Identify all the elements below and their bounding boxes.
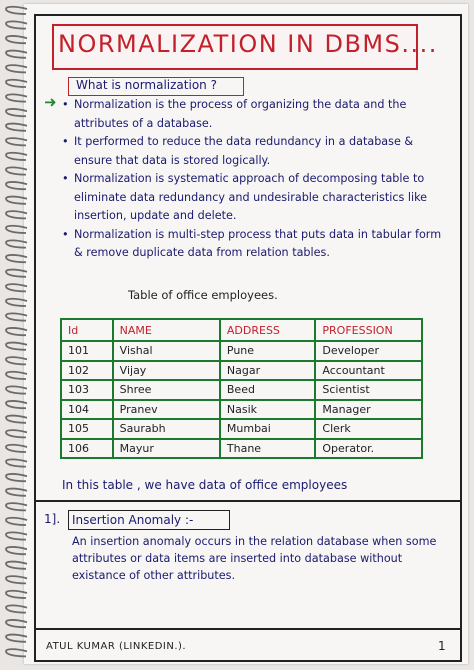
page-title: NORMALIZATION IN DBMS.... — [58, 30, 438, 58]
spiral-ring — [6, 80, 27, 87]
bullet-item: • Normalization is systematic approach of decomposing table to eliminate data redundancy and undesirable characteristics like insertion, update and delete. — [60, 170, 450, 226]
spiral-ring — [6, 197, 27, 204]
spiral-ring — [6, 109, 27, 116]
spiral-ring — [6, 357, 27, 364]
spiral-ring — [6, 605, 27, 612]
spiral-ring — [6, 416, 27, 423]
table-row — [61, 380, 422, 400]
table-caption: Table of office employees. — [128, 288, 278, 302]
spiral-ring — [6, 649, 27, 656]
footer-divider — [34, 628, 462, 630]
bullet-item: • It performed to reduce the data redundancy in a database & ensure that data is stored logically. — [60, 133, 450, 170]
spiral-ring — [6, 51, 27, 58]
spiral-binding-icon — [0, 0, 30, 670]
cell-address: Nasik — [220, 400, 316, 420]
cell-address: Thane — [220, 439, 316, 459]
cell-name: Vishal — [113, 341, 220, 361]
section-divider — [34, 500, 462, 502]
spiral-ring — [6, 7, 27, 14]
bullet-list — [60, 96, 450, 263]
cell-name: Shree — [113, 380, 220, 400]
spiral-ring — [6, 270, 27, 277]
cell-profession: Scientist — [315, 380, 422, 400]
cell-id: 103 — [61, 380, 113, 400]
bullet-item: • Normalization is multi-step process that puts data in tabular form & remove duplicate data from relation tables. — [60, 226, 450, 263]
spiral-ring — [6, 211, 27, 218]
spiral-ring — [6, 372, 27, 379]
table-header-row — [61, 319, 422, 341]
spiral-ring — [6, 474, 27, 481]
column-header-id: Id — [61, 319, 113, 341]
spiral-ring — [6, 532, 27, 539]
spiral-ring — [6, 591, 27, 598]
column-header-name: NAME — [113, 319, 220, 341]
question-heading: What is normalization ? — [76, 78, 217, 92]
cell-profession: Accountant — [315, 361, 422, 381]
cell-id: 101 — [61, 341, 113, 361]
bullet-item: • Normalization is the process of organizing the data and the attributes of a database. — [60, 96, 450, 133]
table-row — [61, 341, 422, 361]
spiral-ring — [6, 284, 27, 291]
table-row — [61, 439, 422, 459]
cell-address: Nagar — [220, 361, 316, 381]
spiral-ring — [6, 386, 27, 393]
cell-profession: Operator. — [315, 439, 422, 459]
cell-name: Pranev — [113, 400, 220, 420]
arrow-icon: ➜ — [44, 93, 57, 111]
section-number: 1]. — [44, 512, 61, 526]
column-header-address: ADDRESS — [220, 319, 316, 341]
column-header-profession: PROFESSION — [315, 319, 422, 341]
spiral-ring — [6, 240, 27, 247]
spiral-ring — [6, 182, 27, 189]
cell-name: Mayur — [113, 439, 220, 459]
cell-profession: Clerk — [315, 419, 422, 439]
spiral-ring — [6, 518, 27, 525]
employee-table — [60, 318, 423, 459]
spiral-ring — [6, 36, 27, 43]
cell-id: 106 — [61, 439, 113, 459]
section-body: An insertion anomaly occurs in the relation database when some attributes or data items are inserted into database without existance of other attributes. — [72, 535, 437, 582]
spiral-ring — [6, 124, 27, 131]
cell-id: 105 — [61, 419, 113, 439]
spiral-ring — [6, 562, 27, 569]
spiral-ring — [6, 620, 27, 627]
spiral-ring — [6, 503, 27, 510]
spiral-ring — [6, 635, 27, 642]
spiral-ring — [6, 445, 27, 452]
cell-address: Pune — [220, 341, 316, 361]
spiral-ring — [6, 313, 27, 320]
spiral-ring — [6, 489, 27, 496]
table-note: In this table , we have data of office employees — [62, 478, 348, 492]
table-row — [61, 419, 422, 439]
spiral-ring — [6, 255, 27, 262]
spiral-ring — [6, 94, 27, 101]
spiral-ring — [6, 328, 27, 335]
author-credit: ATUL KUMAR (LINKEDIN.). — [46, 641, 187, 652]
cell-name: Saurabh — [113, 419, 220, 439]
spiral-ring — [6, 547, 27, 554]
cell-address: Beed — [220, 380, 316, 400]
spiral-ring — [6, 138, 27, 145]
table-row — [61, 400, 422, 420]
spiral-ring — [6, 299, 27, 306]
cell-id: 102 — [61, 361, 113, 381]
cell-profession: Manager — [315, 400, 422, 420]
section-title: Insertion Anomaly :- — [72, 513, 194, 527]
cell-profession: Developer — [315, 341, 422, 361]
cell-name: Vijay — [113, 361, 220, 381]
cell-id: 104 — [61, 400, 113, 420]
spiral-ring — [6, 21, 27, 28]
spiral-ring — [6, 153, 27, 160]
spiral-ring — [6, 459, 27, 466]
spiral-ring — [6, 343, 27, 350]
spiral-ring — [6, 65, 27, 72]
spiral-ring — [6, 401, 27, 408]
cell-address: Mumbai — [220, 419, 316, 439]
spiral-ring — [6, 430, 27, 437]
page-number: 1 — [438, 639, 446, 653]
spiral-ring — [6, 576, 27, 583]
table-row — [61, 361, 422, 381]
spiral-ring — [6, 167, 27, 174]
spiral-ring — [6, 226, 27, 233]
